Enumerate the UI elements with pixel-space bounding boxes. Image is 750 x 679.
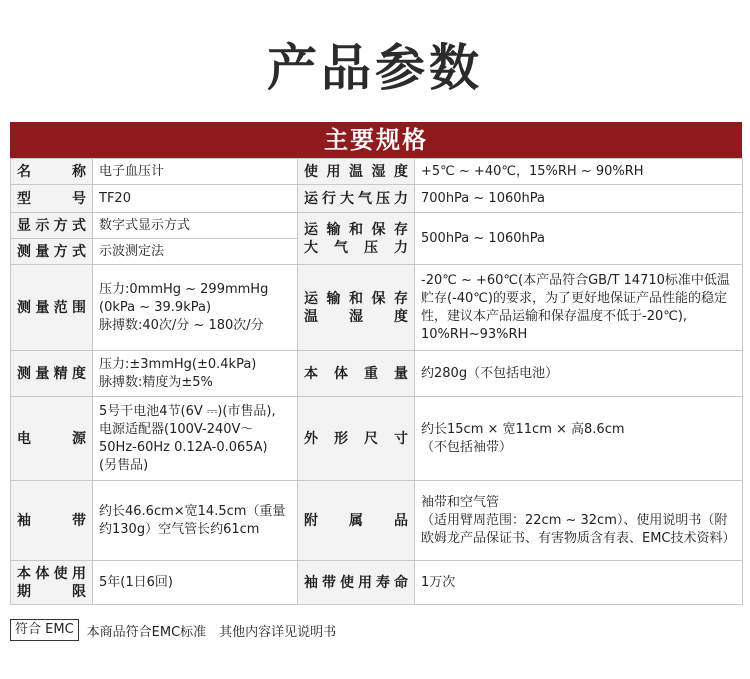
footer-text: 本商品符合EMC标准 其他内容详见说明书 — [86, 624, 337, 640]
page-title: 产品参数 — [267, 39, 483, 97]
value-cuff-lifespan: 1万次 — [415, 561, 743, 605]
label-operating-temp-humidity: 使用温湿度 — [298, 159, 415, 185]
table-row — [11, 397, 743, 481]
table-row — [11, 351, 743, 397]
value-operating-temp-humidity: +5℃ ~ +40℃，15%RH ~ 90%RH — [415, 159, 743, 185]
label-storage-temp-humidity: 运输和保存 温 湿 度 — [298, 265, 415, 351]
value-storage-pressure: 500hPa ~ 1060hPa — [415, 213, 743, 265]
value-dimensions: 约长15cm × 宽11cm × 高8.6cm （不包括袖带） — [415, 397, 743, 481]
spec-table — [10, 158, 743, 605]
label-service-life: 本体使用 期 限 — [11, 561, 93, 605]
label-measurement-range: 测量范围 — [11, 265, 93, 351]
value-storage-temp-humidity: -20℃ ~ +60℃(本产品符合GB/T 14710标准中低温贮存(-40℃)的要求，为了更好地保证产品性能的稳定性，建议本产品运输和保存温度不低于-20℃), 10%RH~93%RH — [415, 265, 743, 351]
label-body-weight: 本体重量 — [298, 351, 415, 397]
label-accuracy: 测量精度 — [11, 351, 93, 397]
table-row — [11, 265, 743, 351]
section-banner: 主要规格 — [10, 122, 742, 158]
table-row — [11, 561, 743, 605]
value-model: TF20 — [93, 185, 298, 213]
table-row — [11, 481, 743, 561]
label-storage-pressure: 运输和保存 大气压力 — [298, 213, 415, 265]
value-display-method: 数字式显示方式 — [93, 213, 298, 239]
label-model: 型 号 — [11, 185, 93, 213]
value-name: 电子血压计 — [93, 159, 298, 185]
label-display-method: 显示方式 — [11, 213, 93, 239]
value-service-life: 5年(1日6回) — [93, 561, 298, 605]
label-accessories: 附 属 品 — [298, 481, 415, 561]
value-body-weight: 约280g（不包括电池） — [415, 351, 743, 397]
label-operating-pressure: 运行大气压力 — [298, 185, 415, 213]
table-row — [11, 185, 743, 213]
value-power: 5号干电池4节(6V ⎓)(市售品), 电源适配器(100V-240V～ 50Hz-60Hz 0.12A-0.065A) (另售品) — [93, 397, 298, 481]
table-row — [11, 159, 743, 185]
emc-badge: 符合 EMC — [10, 619, 79, 641]
label-name: 名 称 — [11, 159, 93, 185]
value-measurement-method: 示波测定法 — [93, 239, 298, 265]
value-accessories: 袖带和空气管 （适用臂周范围：22cm ~ 32cm）、使用说明书（附欧姆龙产品保证书、有害物质含有表、EMC技术资料） — [415, 481, 743, 561]
label-cuff-lifespan: 袖带使用寿命 — [298, 561, 415, 605]
value-operating-pressure: 700hPa ~ 1060hPa — [415, 185, 743, 213]
table-row — [11, 213, 743, 239]
footer-note — [10, 619, 336, 641]
value-cuff: 约长46.6cm×宽14.5cm（重量约130g）空气管长约61cm — [93, 481, 298, 561]
label-dimensions: 外形尺寸 — [298, 397, 415, 481]
label-measurement-method: 测量方式 — [11, 239, 93, 265]
label-cuff: 袖 带 — [11, 481, 93, 561]
label-power: 电 源 — [11, 397, 93, 481]
value-measurement-range: 压力:0mmHg ~ 299mmHg (0kPa ~ 39.9kPa) 脉搏数:40次/分 ~ 180次/分 — [93, 265, 298, 351]
value-accuracy: 压力:±3mmHg(±0.4kPa) 脉搏数:精度为±5% — [93, 351, 298, 397]
